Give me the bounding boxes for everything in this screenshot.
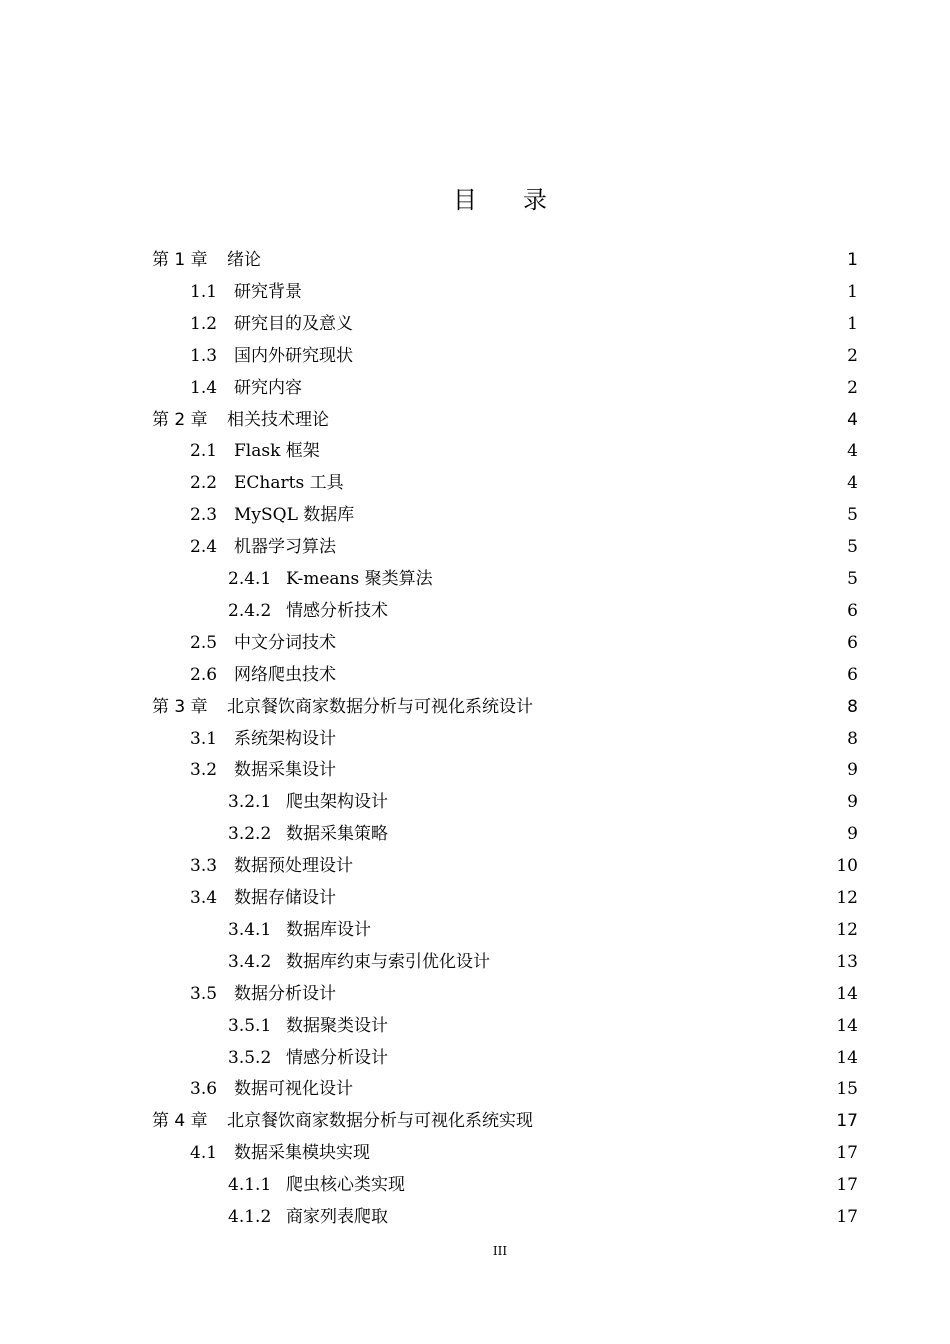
toc-entry-page: 14	[836, 983, 858, 1004]
toc-entry[interactable]	[190, 1137, 858, 1169]
toc-entry-page: 4	[847, 441, 858, 462]
toc-title	[0, 180, 950, 215]
toc-entry[interactable]	[190, 531, 858, 563]
toc-entry-page: 14	[836, 1015, 858, 1036]
toc-entry-page: 17	[836, 1143, 858, 1164]
toc-entry-page: 10	[836, 856, 858, 877]
toc-entry[interactable]	[190, 308, 858, 340]
toc-entry[interactable]	[190, 499, 858, 531]
toc-entry-number: 4.1.1	[228, 1175, 272, 1196]
toc-entry-number: 3.2.1	[228, 792, 272, 813]
toc-entry[interactable]	[228, 1201, 858, 1233]
toc-entry-number: 3.2	[190, 760, 218, 781]
toc-entry-number: 3.5.1	[228, 1015, 272, 1036]
toc-entry-label: 数据可视化设计	[234, 1079, 353, 1100]
toc-entry-number: 3.2.2	[228, 824, 272, 845]
toc-entry[interactable]	[152, 244, 858, 276]
toc-entry[interactable]	[190, 372, 858, 404]
toc-entry-page: 6	[847, 664, 858, 685]
toc-entry[interactable]	[228, 946, 858, 978]
toc-entry-label: ECharts 工具	[234, 473, 344, 494]
toc-entry-page: 5	[847, 569, 858, 589]
toc-entry-label: 网络爬虫技术	[234, 664, 336, 685]
toc-entry-page: 5	[847, 505, 858, 526]
toc-entry[interactable]	[190, 1073, 858, 1105]
toc-entry-number: 3.5	[190, 983, 218, 1004]
toc-entry-label: 数据库约束与索引优化设计	[286, 951, 490, 972]
toc-entry-page: 5	[847, 537, 858, 558]
toc-entry-number: 3.1	[190, 728, 218, 749]
toc-entry-number: 第 4 章	[152, 1111, 208, 1132]
toc-entry-page: 9	[847, 760, 858, 781]
toc-entry-number: 1.4	[190, 377, 218, 398]
toc-entry-page: 8	[847, 728, 858, 749]
toc-entry[interactable]	[190, 978, 858, 1010]
toc-entry-number: 3.3	[190, 856, 218, 877]
toc-entry-label: 系统架构设计	[234, 728, 336, 749]
toc-entry-label: Flask 框架	[234, 441, 320, 462]
toc-entry-page: 1	[847, 313, 858, 334]
toc-entry-page: 15	[836, 1079, 858, 1100]
toc-entry-label: 数据采集策略	[286, 824, 388, 845]
toc-entry[interactable]	[228, 563, 858, 595]
toc-entry-page: 13	[836, 951, 858, 972]
toc-entry-number: 3.6	[190, 1079, 218, 1100]
toc-entry[interactable]	[228, 818, 858, 850]
toc-entry-page: 9	[847, 824, 858, 845]
toc-entry-label: 北京餐饮商家数据分析与可视化系统实现	[227, 1111, 533, 1132]
toc-entry-number: 2.6	[190, 664, 218, 685]
toc-entry-page: 6	[847, 632, 858, 653]
toc-entry-page: 8	[847, 696, 858, 717]
toc-entry-page: 6	[847, 600, 858, 621]
toc-entry-number: 2.4	[190, 537, 218, 558]
toc-entry[interactable]	[190, 850, 858, 882]
toc-entry[interactable]	[228, 595, 858, 627]
toc-entry[interactable]	[190, 754, 858, 786]
toc-entry-number: 第 3 章	[152, 696, 208, 717]
toc-entry[interactable]	[228, 914, 858, 946]
toc-entry-label: 数据预处理设计	[234, 856, 353, 877]
toc-entry-number: 1.1	[190, 281, 218, 302]
toc-entry-label: 爬虫核心类实现	[286, 1175, 405, 1196]
toc-entry-label: 情感分析技术	[286, 600, 388, 621]
toc-entry[interactable]	[152, 1105, 858, 1137]
toc-entry-page: 1	[847, 281, 858, 302]
toc-entry-page: 9	[847, 792, 858, 813]
toc-entry[interactable]	[190, 723, 858, 755]
toc-entry-number: 2.4.2	[228, 600, 272, 621]
toc-entry[interactable]	[152, 691, 858, 723]
toc-entry[interactable]	[190, 882, 858, 914]
toc-entry-number: 1.3	[190, 345, 218, 366]
toc-entry-number: 3.5.2	[228, 1047, 272, 1068]
toc-title-char-2: 录	[523, 186, 547, 214]
toc-entry[interactable]	[190, 467, 858, 499]
toc-entry-label: 研究内容	[234, 377, 302, 398]
toc-entry-page: 17	[836, 1111, 858, 1132]
toc-entry-number: 4.1.2	[228, 1207, 272, 1227]
toc-entry-number: 2.1	[190, 441, 218, 462]
toc-entry-number: 第 2 章	[152, 409, 208, 430]
toc-entry[interactable]	[228, 1169, 858, 1201]
toc-entry[interactable]	[152, 404, 858, 436]
toc-entry-label: 商家列表爬取	[286, 1207, 388, 1227]
toc-entry-label: 爬虫架构设计	[286, 792, 388, 813]
toc-entry-label: 研究背景	[234, 281, 302, 302]
toc-entry-number: 1.2	[190, 313, 218, 334]
toc-entry-label: 数据采集模块实现	[234, 1143, 370, 1164]
toc-entry-number: 3.4.2	[228, 951, 272, 972]
toc-entry-label: 研究目的及意义	[234, 313, 353, 334]
toc-entry[interactable]	[228, 1010, 858, 1042]
toc-entry[interactable]	[190, 627, 858, 659]
toc-entry-number: 3.4.1	[228, 919, 272, 940]
toc-entry-label: 北京餐饮商家数据分析与可视化系统设计	[227, 696, 533, 717]
toc-entry-label: 相关技术理论	[227, 409, 329, 430]
toc-entry-page: 17	[836, 1207, 858, 1227]
toc-entry-number: 第 1 章	[152, 250, 208, 270]
toc-entry-page: 2	[847, 377, 858, 398]
toc-entry-label: 绪论	[227, 250, 261, 270]
toc-entry-label: MySQL 数据库	[234, 505, 355, 526]
toc-entry-page: 17	[836, 1175, 858, 1196]
toc-entry-label: 情感分析设计	[286, 1047, 388, 1068]
toc-entry-number: 3.4	[190, 888, 218, 908]
toc-entry[interactable]	[190, 276, 858, 308]
toc-entry-label: 数据聚类设计	[286, 1015, 388, 1036]
toc-entry[interactable]	[228, 1042, 858, 1074]
toc-entry-page: 4	[847, 473, 858, 494]
toc-entry-label: 国内外研究现状	[234, 345, 353, 366]
toc-entry-number: 2.4.1	[228, 569, 272, 589]
toc-entry-label: K-means 聚类算法	[286, 569, 433, 589]
toc-entry-page: 12	[836, 919, 858, 940]
toc-entry-label: 机器学习算法	[234, 537, 336, 558]
toc-entry[interactable]	[190, 659, 858, 691]
toc-entry-label: 数据分析设计	[234, 983, 336, 1004]
toc-entry-label: 数据库设计	[286, 919, 371, 940]
toc-entry-page: 4	[847, 409, 858, 430]
toc-entry-page: 12	[836, 888, 858, 908]
toc-entry-number: 2.2	[190, 473, 218, 494]
toc-title-char-1: 目	[453, 186, 477, 214]
toc-entry-label: 数据采集设计	[234, 760, 336, 781]
toc-entry-label: 中文分词技术	[234, 632, 336, 653]
toc-entry-number: 2.5	[190, 632, 218, 653]
toc-entry-page: 14	[836, 1047, 858, 1068]
toc-entry-page: 2	[847, 345, 858, 366]
toc-entry[interactable]	[228, 786, 858, 818]
toc-entry-label: 数据存储设计	[234, 888, 336, 908]
toc-entry-number: 4.1	[190, 1143, 218, 1164]
toc-entry[interactable]	[190, 435, 858, 467]
page-number: III	[492, 1244, 508, 1258]
toc-entry-number: 2.3	[190, 505, 218, 526]
toc-entry[interactable]	[190, 340, 858, 372]
toc-entry-page: 1	[847, 250, 858, 270]
